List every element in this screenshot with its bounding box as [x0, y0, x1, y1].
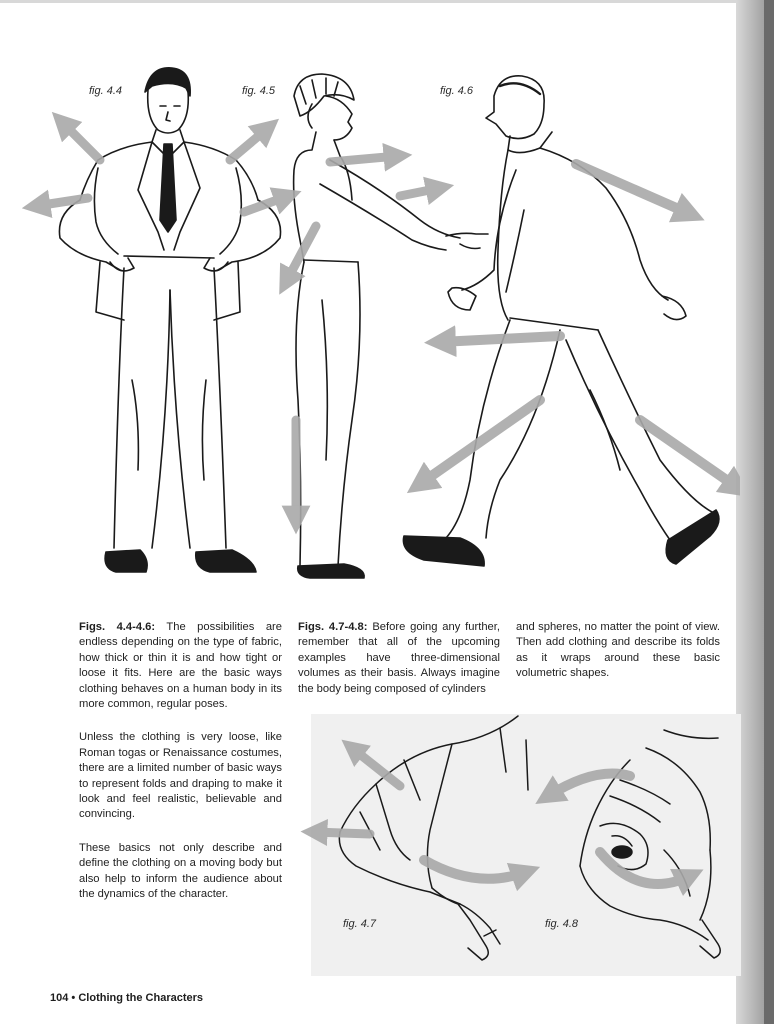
caption-body: The possibilities are endless depending on the type of fabric, how thick or thin it is and how tight or loose it fits. Here are the basic ways clothing behaves on a human body in its more common, regular poses. — [79, 621, 282, 711]
paragraph-clothing-folds: Unless the clothing is very loose, like Roman togas or Renaissance costumes, there are a limited number of basic ways to represent folds and draping to make it look and feel realistic, believable and convincing. — [79, 731, 282, 821]
footer-separator: • — [71, 992, 76, 1004]
figure-label-4-8: fig. 4.8 — [545, 918, 579, 930]
page-number: 104 — [50, 992, 69, 1004]
figure-label-4-6: fig. 4.6 — [440, 85, 474, 97]
figure-folded-arm-top-view — [580, 730, 720, 958]
figure-label-4-4: fig. 4.4 — [89, 85, 123, 97]
caption-lead: Figs. 4.4-4.6: — [79, 621, 156, 633]
figure-label-4-5: fig. 4.5 — [242, 85, 276, 97]
figure-label-4-7: fig. 4.7 — [343, 918, 377, 930]
paragraph-volumetric-shapes: and spheres, no matter the point of view. Then add clothing and describe its folds as it wraps around these basic volumetric shapes. — [516, 621, 720, 680]
paragraph-dynamics: These basics not only describe and define the clothing on a moving body but also help to inform the audience about the dynamics of the character. — [79, 841, 282, 901]
caption-lead: Figs. 4.7-4.8: — [298, 621, 368, 633]
section-title: Clothing the Characters — [78, 992, 204, 1004]
page-footer — [50, 992, 203, 1004]
page-binding-edge — [764, 0, 774, 1024]
fold-direction-arrows-bottom — [314, 748, 690, 884]
caption-body: Before going any further, remember that all of the upcoming examples have three-dimensional volumes as their basis. Always imagine the body being composed of cylinders — [298, 621, 500, 695]
